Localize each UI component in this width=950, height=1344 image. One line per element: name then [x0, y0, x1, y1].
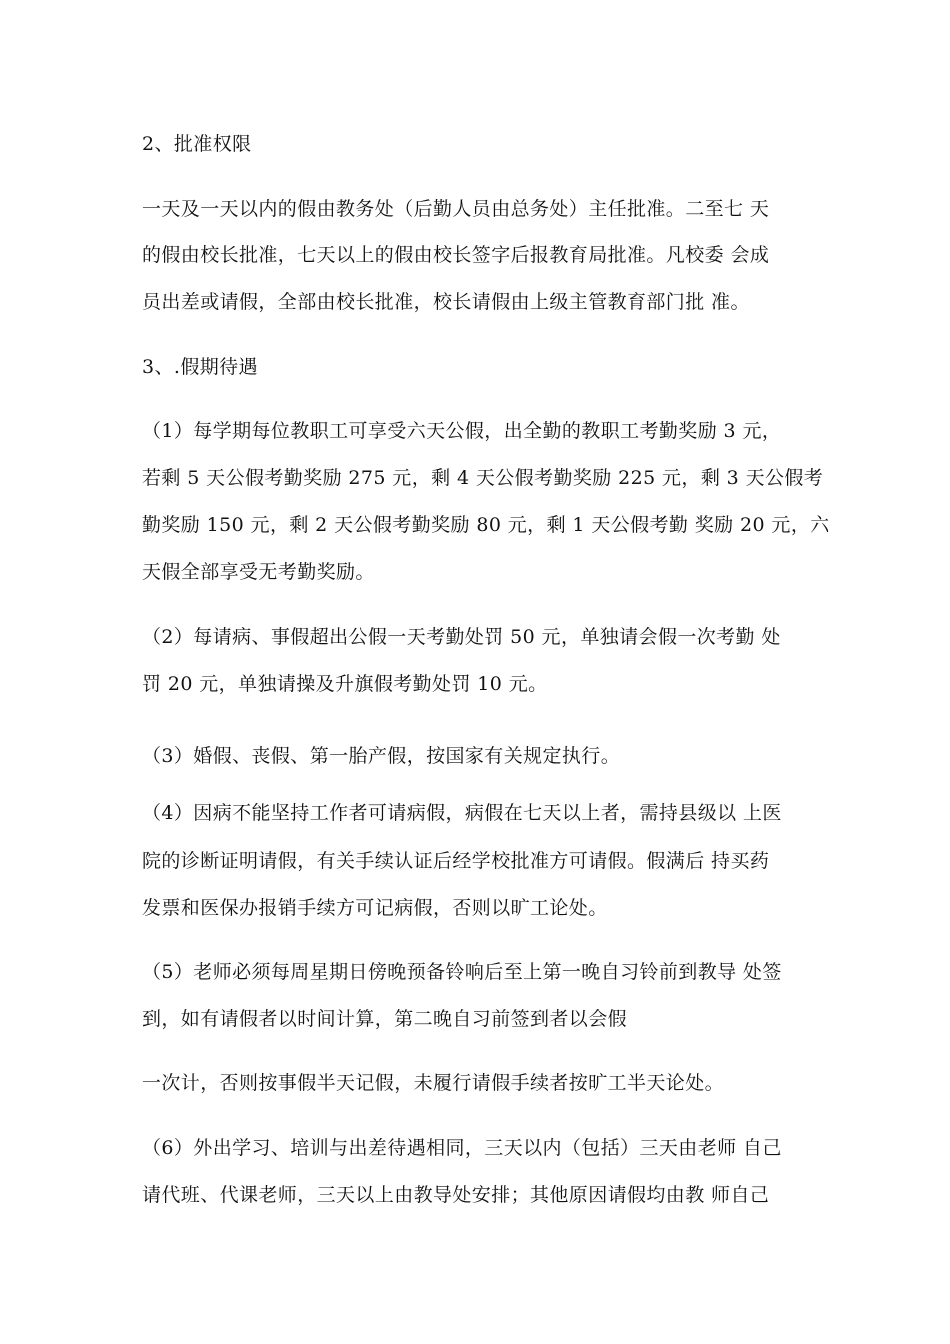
paragraph-line: 请代班、代课老师，三天以上由教导处安排；其他原因请假均由教 师自己 — [142, 1184, 770, 1206]
paragraph-line: （3）婚假、丧假、第一胎产假，按国家有关规定执行。 — [142, 745, 621, 767]
paragraph-line: 一天及一天以内的假由教务处（后勤人员由总务处）主任批准。二至七 天 — [142, 198, 770, 220]
paragraph-line: 勤奖励 150 元，剩 2 天公假考勤奖励 80 元，剩 1 天公假考勤 奖励 20 元，六 — [142, 514, 830, 536]
section-heading-approval-authority: 2、批准权限 — [142, 133, 252, 155]
paragraph-line: （4）因病不能坚持工作者可请病假，病假在七天以上者，需持县级以 上医 — [142, 802, 782, 824]
paragraph-line: 的假由校长批准，七天以上的假由校长签字后报教育局批准。凡校委 会成 — [142, 244, 770, 266]
paragraph-line: （6）外出学习、培训与出差待遇相同，三天以内（包括）三天由老师 自己 — [142, 1137, 782, 1159]
paragraph-line: 若剩 5 天公假考勤奖励 275 元，剩 4 天公假考勤奖励 225 元，剩 3 天公假考 — [142, 467, 824, 489]
paragraph-line: 罚 20 元，单独请操及升旗假考勤处罚 10 元。 — [142, 673, 548, 695]
paragraph-line: 天假全部享受无考勤奖励。 — [142, 561, 375, 583]
paragraph-line: （1）每学期每位教职工可享受六天公假，出全勤的教职工考勤奖励 3 元， — [142, 420, 782, 442]
paragraph-line: 员出差或请假，全部由校长批准，校长请假由上级主管教育部门批 准。 — [142, 291, 750, 313]
paragraph-line: 发票和医保办报销手续方可记病假，否则以旷工论处。 — [142, 897, 608, 919]
paragraph-line: 院的诊断证明请假，有关手续认证后经学校批准方可请假。假满后 持买药 — [142, 850, 770, 872]
paragraph-line: （2）每请病、事假超出公假一天考勤处罚 50 元，单独请会假一次考勤 处 — [142, 626, 781, 648]
paragraph-line: （5）老师必须每周星期日傍晚预备铃响后至上第一晚自习铃前到教导 处签 — [142, 961, 782, 983]
section-heading-leave-benefits: 3、.假期待遇 — [142, 356, 258, 378]
paragraph-line: 一次计，否则按事假半天记假，未履行请假手续者按旷工半天论处。 — [142, 1072, 725, 1094]
paragraph-line: 到，如有请假者以时间计算，第二晚自习前签到者以会假 — [142, 1008, 628, 1030]
